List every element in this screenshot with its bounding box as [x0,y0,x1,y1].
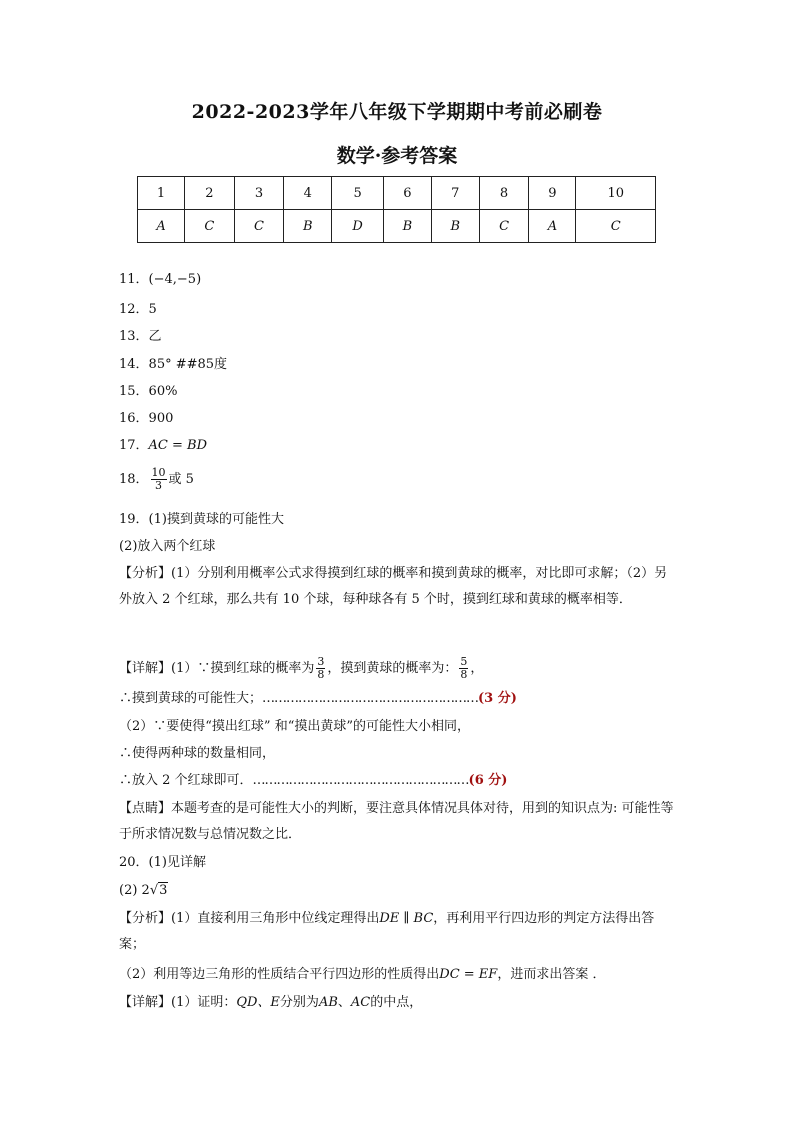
math-expr: AB [318,995,338,1010]
q19-part1: 19．(1)摸到黄球的可能性大 [119,512,284,527]
text: ∴摸到黄球的可能性大； [119,691,263,706]
answer-value: 乙 [148,329,162,344]
answer-number: 17． [119,438,149,453]
answer-value: AC = BD [148,438,208,453]
answer-number: 13． [119,329,149,344]
text: ，摸到黄球的概率为： [327,661,458,676]
q20-part1: 20．(1)见详解 [119,855,206,870]
text: ，再利用平行四边形的判定方法得出答案； [119,911,655,952]
math-expr: AC [350,995,371,1010]
question-number: 8 [479,177,529,210]
text: ∴放入 2 个红球即可． [119,773,253,788]
answer-cell: C [185,210,235,243]
question-number: 6 [384,177,432,210]
text: 的中点， [370,995,423,1010]
text: 、 [337,995,351,1010]
page-title: 2022-2023学年八年级下学期期中考前必刷卷 [191,101,603,123]
text: ，进而求出答案 ． [497,967,606,982]
answer-cell: B [431,210,479,243]
answer-number: 11． [119,272,149,287]
q20-part2 [119,882,168,900]
answer-cell: C [234,210,284,243]
score-badge: (6 分) [468,773,508,788]
answer-value: (−4,−5) [148,272,202,287]
fraction-yellow: $\frac{5}{8}$ [460,655,468,681]
fraction: $\frac{10}{3}$ [151,466,166,492]
answer-cell: C [576,210,656,243]
question-number: 1 [138,177,185,210]
answer-number: 12． [119,302,149,317]
q19-step2: （2）∵要使得“摸出红球” 和“摸出黄球”的可能性大小相同， [119,719,470,734]
answer-12 [119,301,157,319]
text: 【分析】(1）直接利用三角形中位线定理得出 [119,911,380,926]
q19-part2: (2)放入两个红球 [119,539,216,554]
question-number: 9 [529,177,576,210]
q20-analysis2 [119,966,605,984]
answer-value: 85° ##85度 [148,357,228,372]
answer-16 [119,410,173,428]
q19-analysis: 【分析】(1）分别利用概率公式求得摸到红球的概率和摸到黄球的概率，对比即可求解；（2）另外放入 2 个红球，那么共有 10 个球，每种球各有 5 个时，摸到红球和黄球的概率相等． [119,566,668,607]
fraction-red: $\frac{3}{8}$ [317,655,325,681]
q19-step3: ∴使得两种球的数量相同， [119,746,276,761]
dot-leader: ……………………………………………… [262,691,479,706]
answer-cell: C [479,210,529,243]
page-subtitle: 数学·参考答案 [336,145,458,167]
answer-table [137,176,656,243]
text: （2）利用等边三角形的性质结合平行四边形的性质得出 [119,967,440,982]
answer-cell: D [332,210,384,243]
question-number: 4 [284,177,332,210]
answer-number: 16． [119,411,149,426]
answer-value: 5 [148,302,157,317]
q19-step4 [119,772,507,790]
question-number: 10 [576,177,656,210]
answer-cell: B [384,210,432,243]
answer-cell: A [529,210,576,243]
answer-11 [119,271,201,289]
question-number: 3 [234,177,284,210]
answer-table-numbers-row [138,177,656,210]
text: 分别为 [279,995,319,1010]
answer-number: 15． [119,384,149,399]
answer-number: 14． [119,357,149,372]
text: 【详解】(1）证明： [119,995,237,1010]
dot-leader: ……………………………………………… [252,773,469,788]
q19-comment: 【点睛】本题考查的是可能性大小的判断，要注意具体情况具体对待，用到的知识点为: 可能性等于所求情况数与总情况数之比． [119,801,674,842]
question-number: 2 [185,177,235,210]
answer-14 [119,356,227,374]
answer-table-answers-row [138,210,656,243]
answer-cell: B [284,210,332,243]
answer-cell: A [138,210,185,243]
math-expr: DE ∥ BC [379,911,434,926]
text: ， [470,661,484,676]
answer-value: 900 [148,411,174,426]
q19-detail [119,656,483,681]
text: (2) 2 [119,883,150,898]
question-number: 5 [332,177,384,210]
answer-13 [119,328,162,346]
answer-15 [119,383,177,401]
answer-value: 60% [148,384,178,399]
math-expr: DC = EF [439,967,498,982]
sqrt: √3 [149,883,168,898]
answer-value: 或 5 [168,472,194,487]
answer-number: 18． [119,472,149,487]
math-expr: QD、E [236,995,280,1010]
score-badge: (3 分) [478,691,517,706]
q20-detail [119,994,422,1012]
q20-analysis1 [119,906,679,958]
text: 【详解】(1）∵摸到红球的概率为 [119,661,315,676]
q19-step1 [119,690,517,708]
answer-17 [119,437,207,455]
answer-18 [119,467,194,492]
question-number: 7 [431,177,479,210]
